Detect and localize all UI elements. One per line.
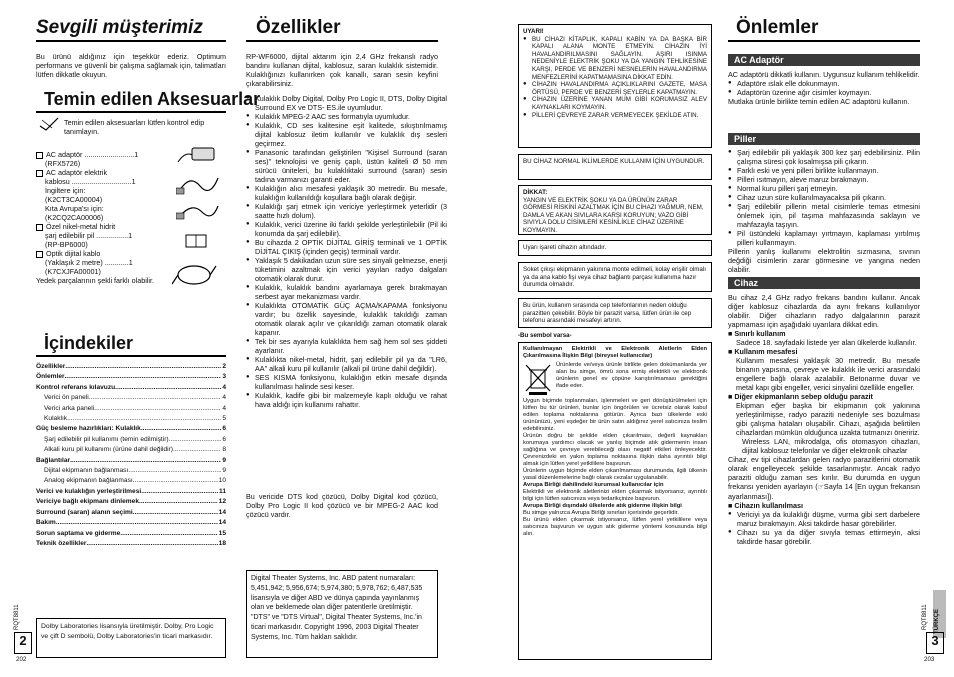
accessory-line: şarj edilebilir pil ................1	[45, 231, 133, 240]
toc-entry	[36, 414, 226, 424]
optical-cable-icon	[172, 262, 218, 288]
interference-devices: Wireless LAN, mikrodalga, ofis otomasyon cihazları, dijital kablosuz telefonlar ve diğer elektronik cihazlar	[742, 437, 920, 455]
features-intro: RP-WF6000, dijital aktarım için 2,4 GHz frekanslı radyo bandını kullanan dijital, kablosuz, saran kulaklık sistemidir. Kulaklığınızı kullanırken çok kanallı, saran sesin keyfini çıkarabilirsiniz.	[246, 52, 438, 88]
toc-entry-title: Analog ekipmanın bağlanması	[44, 477, 133, 485]
eu-p3: Ürünlerin uygun biçimde elden çıkarılmaması durumunda, ilgili ülkenin yasal düzenlemelerine bağlı olarak cezalar uygulanabilir.	[523, 468, 707, 481]
feature-item: ● Kulaklığı şarj etmek için vericiye yerleştirmek yeterlidir (3 saatte hızlı dolum).	[255, 202, 447, 220]
page-ref-icon: ☞	[817, 484, 824, 491]
toc-entry-title: Önlemler	[36, 373, 65, 381]
toc-entry-title: Sorun saptama ve giderme	[36, 529, 121, 537]
toc-entry-title: Vericiye bağlı ekipmanı dinlemek	[36, 498, 139, 506]
eu-side: Ürünlerde ve/veya ürünle birlikte gelen dokümanlarda yer alan bu simge, ömrü sona ermiş elektrikli ve elektronik ürünlerin genel ev çöpüne karıştırılmaması gerektiğini ifade eder.	[556, 362, 707, 389]
toc-entry-page: 9	[222, 456, 226, 464]
dolby-notice	[36, 618, 226, 658]
feature-item: ● Kulaklık, verici üzerine iki farklı şekilde yerleştirilebilir (Pil iki konumda da şarj edilebilir).	[255, 220, 447, 238]
toc-entry	[36, 497, 226, 507]
pen-check-icon	[38, 116, 60, 132]
battery-item: ● Normal kuru pilleri şarj etmeyin.	[737, 184, 920, 193]
ac-list	[728, 79, 920, 97]
accessories-list	[36, 150, 176, 285]
warning-4-text: Uyarı işareti cihazın altındadır.	[523, 244, 607, 251]
interference-text: Ekipman eğer başka bir ekipmanın çok yakınına yerleştirilmişse, radyo paraziti nedeniyle ses bozulması gibi çalışma hataları oluşabilir. Cihazı, aşağıda belirtilen cihazlardan mümkün olduğunca uzakta tutmanızı öneririz.	[736, 401, 920, 437]
handling-item: ● Cihazı su ya da diğer sıvıyla temas ettirmeyin, aksi takdirde hasar görebilir.	[737, 528, 920, 546]
battery-icon	[184, 232, 208, 250]
toc-entry	[36, 518, 226, 528]
warning-5-text: Soket çıkışı ekipmanın yakınına monte edilmeli, kolay erişilir olmalı ya da ana kablo fişi veya cihaz bağlantı parçası kullanıma hazır durumda olmalıdır.	[523, 266, 706, 289]
accessory-line: AC adaptör elektrik	[36, 168, 176, 177]
eu-p2: Ürünün doğru bir şekilde elden çıkarılması, değerli kaynakları korumaya yardımcı olacak ve yanlış biçimde atık gidermenin insan sağlığına ve çevreye verebileceği olası negatif etkileri önleyecektir. Çevrenizdeki en yakın toplama noktasına ilişkin daha ayrıntılı bilgi almak için lütfen yerel yetkililere başvurun.	[523, 433, 707, 467]
toc-entry-title: Verici ön paneli	[44, 394, 89, 402]
toc-entry-page: 3	[222, 373, 226, 381]
warning-3-text: YANGIN VE ELEKTRİK ŞOKU YA DA ÜRÜNÜN ZARAR GÖRMESİ RİSKİNİ AZALTMAK İÇİN BU CİHAZI YAĞMUR, NEM, DAMLA VE AKAN SIVILARA KARŞI KORUYUN; VAZO GİBİ SIVIYLA DOLU CİSİMLERİ KESİNLİKLE CİHAZ ÜZERİNE KOYMAYIN.	[523, 196, 704, 234]
toc-entry-page: 5	[222, 415, 226, 423]
toc-entry-title: Özellikler	[36, 363, 66, 370]
warning-1-item: ● BU CİHAZI KİTAPLIK, KAPALI KABİN YA DA BAŞKA BİR KAPALI ALANA MONTE ETMEYİN. CİHAZIN İYİ HAVALANDIRILMASINI SAĞLAYIN. AŞIRI ISINMA NEDENİYLE ELEKTRİK ŞOKU YA DA YANGIN TEHLİKESİNE KARŞI, PERDE VE BENZERİ NESNELERİN HAVALANDIRMA MENFEZLERİNİ KAPATMAMASINA DİKKAT EDİN.	[532, 36, 707, 82]
warning-box-5	[518, 262, 712, 292]
toc-dots	[89, 393, 222, 403]
toc-entry-title: Şarj edilebilir pil kullanımı (temin edilmiştir)	[44, 435, 169, 443]
toc-entry-page: 12	[218, 498, 226, 506]
accessory-line: Özel nikel-metal hidrit	[36, 222, 176, 231]
toc-dots	[70, 456, 221, 466]
toc-entry-title: Dijital ekipmanın bağlanması	[44, 467, 129, 475]
features-list	[246, 94, 447, 409]
toc-entry-title: Bağlantılar	[36, 456, 71, 464]
device-section	[728, 293, 920, 546]
dolby-text: Dolby Laboratories lisansıyla üretilmiştir. Dolby, Pro Logic ve çift D sembolü, Dolby Laboratories'in ticari markasıdır.	[41, 623, 214, 640]
features-title: Özellikler	[256, 17, 341, 38]
toc-dots	[141, 424, 222, 434]
toc-dots	[169, 435, 222, 445]
warning-box-2	[518, 154, 712, 180]
accessory-line: (K2CQ2CA00006)	[45, 213, 104, 222]
toc-title: İçindekiler	[44, 333, 134, 353]
toc-entry	[36, 456, 226, 466]
handling-head: ■ Cihazın kullanılması	[728, 501, 804, 510]
toc-entry	[36, 372, 226, 382]
toc-entry-page: 4	[222, 394, 226, 402]
warning-box-6	[518, 298, 712, 328]
precautions-title: Önlemler	[736, 17, 819, 38]
ac-adaptor-section	[728, 70, 920, 106]
accessory-line: (RP-BP6000)	[45, 240, 88, 249]
accessory-line: Optik dijital kablo	[36, 249, 176, 258]
feature-item: ● Kulaklık, kadife gibi bir malzemeyle kaplı olduğu ve rahat hava aldığı için kullanımı rahattır.	[255, 391, 447, 409]
toc-entry-title: Kulaklık	[44, 415, 68, 423]
battery-item: ● Cihaz uzun süre kullanılmayacaksa pili çıkarın.	[737, 193, 920, 202]
toc-entry	[36, 435, 226, 445]
checkbox-icon	[36, 152, 43, 159]
toc-entry	[36, 362, 226, 372]
features-rule	[246, 40, 438, 42]
feature-item: ● Kulaklık, kulaklık bandını ayarlamaya gerek bırakmayan serbest ayar mekanizması vardır.	[255, 283, 447, 301]
dts-text: Digital Theater Systems, Inc. ABD patent numaraları: 5,451,942; 5,956,674; 5,974,380; 5,978,762; 6,487,535 lisansıyla ve diğer ABD ve dünya çapında yayınlanmış olan ve beklemede olan diğer patentlerle üretilmiştir. "DTS" ve "DTS Virtual", Digital Theater Systems, Inc.'in ticari markasıdır. Copyright 1996, 2003 Digital Theater Systems, Inc. Tüm hakları saklıdır.	[251, 575, 423, 641]
toc-dots	[115, 383, 221, 393]
device-intro: Bu cihaz 2,4 GHz radyo frekans bandını kullanır. Ancak diğer kablosuz cihazlarda da aynı frekans kullanılıyor olabilir. Diğer cihazların radyo dalgalarının parazit yapmaması için aşağıdaki uyarılara dikkat edin.	[728, 293, 920, 329]
range-head: ■ Kullanım mesafesi	[728, 347, 798, 356]
battery-item: ● Pilleri ısıtmayın, aleve maruz bırakmayın.	[737, 175, 920, 184]
eu-p1: Uygun biçimde toplanmaları, işlenmeleri ve geri dönüştürülmeleri için lütfen bu tür ürünleri, bunlar için öngörülen ve ücretsiz olarak kabul edilen toplama noktalarına götürün. Ayrıca bazı ülkelerde eski ürününüzü, yeni eşdeğer bir ürün satın aldığınız yerel satıcınıza teslim edebilirsiniz.	[523, 398, 707, 432]
accessory-line: (Yaklaşık 2 metre) ............1	[45, 258, 133, 267]
battery-list	[728, 148, 920, 247]
warning-3-head: DİKKAT:	[523, 189, 548, 196]
toc-dots	[65, 362, 221, 372]
feature-item: ● Bu cihazda 2 OPTİK DİJİTAL GİRİŞ terminali ve 1 OPTİK DİJİTAL ÇIKIŞ (içinden geçiş) terminali vardır.	[255, 238, 447, 256]
rqt-code-left: RQT8811	[14, 604, 20, 630]
toc-rule	[36, 355, 226, 357]
accessory-line: Yedek parçalarının şekli farklı olabilir.	[36, 276, 154, 285]
toc-entry-page: 14	[218, 519, 226, 527]
toc-entry-page: 11	[219, 487, 226, 495]
toc-dots	[120, 529, 217, 539]
warning-1-item: ● PİLLERİ ÇEVREYE ZARAR VERMEYECEK ŞEKİLDE ATIN.	[532, 112, 707, 120]
toc-entry-page: 2	[222, 363, 226, 370]
eu-disposal-box	[518, 342, 712, 660]
ac-item: ● Adaptörün üzerine ağır cisimler koymayın.	[737, 88, 920, 97]
precautions-rule	[728, 40, 920, 42]
page-number-small-left: 202	[16, 656, 27, 663]
accessory-line: Kıta Avrupa'sı için:	[45, 204, 104, 213]
accessory-line: (K7CXJFA00001)	[45, 267, 101, 276]
toc-list	[36, 362, 226, 549]
language-label: TÜRKÇE	[934, 609, 940, 634]
warning-1-item: ● CİHAZIN HAVALANDIRMA AÇIKLIKLARINI GAZETE, MASA ÖRTÜSÜ, PERDE VE BENZERİ ŞEYLERLE KAPATMAYIN.	[532, 81, 707, 96]
toc-entry	[36, 383, 226, 393]
toc-entry-page: 6	[222, 425, 226, 433]
battery-item: ● Şarj edilebilir pillerin metal cisimlerle temas etmesini önlemek için, pil taşıma mahfazasında saklayın ve mahfazayla taşıyın.	[737, 202, 920, 229]
warning-2-text: BU CİHAZ NORMAL İKLİMLERDE KULLANIM İÇİN UYGUNDUR.	[523, 158, 705, 165]
toc-entry-title: Surround (saran) alanın seçimi	[36, 508, 133, 516]
toc-dots	[173, 445, 221, 455]
interference-auto-text: Cihaz, ev tipi cihazlardan gelen radyo parazitlerini otomatik olarak engelleyecek şekilde tasarlanmıştır. Ancak radyo paraziti olduğu zaman ses kırılır. Bu durumda en uygun frekansı yeniden ayarlayın (	[728, 455, 920, 491]
feature-item: ● Kulaklığın alıcı mesafesi yaklaşık 30 metredir. Bu mesafe, kulaklığın kullanıldığı koşullara bağlı olarak değişir.	[255, 184, 447, 202]
toc-dots	[67, 414, 221, 424]
toc-dots	[65, 372, 222, 382]
battery-item: ● Şarj edilebilir pili yaklaşık 300 kez şarj edebilirsiniz. Pilin çalışma süresi çok kısalmışsa pili çıkarın.	[737, 148, 920, 166]
toc-entry-page: 18	[218, 539, 226, 547]
eu-p6: Bu ürünü elden çıkarmak istiyorsanız, lütfen yerel yetkililere veya satıcınıza başvurun ve uygun atık giderme yöntemi konusunda bilgi alın.	[523, 517, 707, 537]
interference-page-ref: Sayfa 14 [En uygun frekansın ayarlanması]).	[728, 482, 920, 501]
toc-entry-page: 4	[222, 404, 226, 412]
toc-entry-page: 6	[222, 435, 226, 443]
feature-item: ● Kulaklık Dolby Digital, Dolby Pro Logic II, DTS, Dolby Digital Surround EX ve DTS- ES.ile uyumludur.	[255, 94, 447, 112]
toc-entry-title: Bakım	[36, 519, 56, 527]
toc-entry-page: 15	[218, 529, 226, 537]
greeting-rule	[36, 40, 226, 42]
eu-p5: Bu simge yalnızca Avrupa Birliği sınırları içerisinde geçerlidir.	[523, 510, 679, 516]
toc-entry-page: 9	[222, 467, 226, 475]
eu-h2: Avrupa Birliği dahilindeki kurumsal kullanıcılar için	[523, 482, 664, 488]
page-number-left: 2	[19, 633, 27, 648]
toc-dots	[86, 539, 217, 549]
feature-item: ● Tek bir ses ayarıyla kulaklıkta hem sağ hem sol ses şiddeti ayarlanır.	[255, 337, 447, 355]
feature-item: ● Panasonic tarafından geliştirilen "Kişisel Surround (saran ses)" teknolojisi ve geniş çaplı, üstün kaliteli Ø 50 mm sürücü üniteleri, bu kulaklıktaki surround (saran) sesin tadına varmanızı garanti eder.	[255, 148, 447, 184]
battery-item: ● Pil üstündeki kaplamayı yırtmayın, kaplaması yırtılmış pilleri kullanmayın.	[737, 229, 920, 247]
accessory-line: (K2CT3CA00004)	[45, 195, 103, 204]
page-number-box-right	[926, 632, 944, 654]
checkbox-icon	[36, 170, 43, 177]
ac-adaptor-icon	[176, 144, 218, 166]
limited-use-text: Sadece 18. sayfadaki listede yer alan ülkelerde kullanılır.	[736, 338, 917, 347]
handling-list	[728, 510, 920, 546]
checkbox-icon	[36, 224, 43, 231]
toc-entry	[36, 424, 226, 434]
toc-entry-title: Güç besleme hazırlıkları: Kulaklık	[36, 425, 141, 433]
toc-entry	[36, 404, 226, 414]
ac-intro: AC adaptörü dikkatli kullanın. Uygunsuz kullanım tehlikelidir.	[728, 70, 920, 79]
toc-entry	[36, 476, 226, 486]
warning-6-text: Bu ürün, kullanım sırasında cep telefonlarının neden olduğu parazitten çekebilir. Böyle bir parazit varsa, lütfen ürün ile cep telefonu arasındaki mesafeyi artırın.	[523, 302, 692, 325]
greeting-intro: Bu ürünü aldığınız için teşekkür ederiz. Optimum performans ve güvenli bir çalışma sağlamak için, talimatları lütfen dikkatle okuyun.	[36, 52, 226, 79]
warning-box-1	[518, 24, 712, 148]
toc-entry-page: 10	[218, 477, 226, 485]
page-number-right: 3	[931, 633, 939, 648]
features-tail: Bu vericide DTS kod çözücü, Dolby Digital kod çözücü, Dolby Pro Logic II kod çözücü ve bir MPEG-2 AAC kod çözücü vardır.	[246, 492, 438, 519]
eu-h3: Avrupa Birliği dışındaki ülkelerde atık giderme ilişkin bilgi	[523, 503, 682, 509]
page-number-box-left	[14, 632, 32, 654]
toc-dots	[94, 404, 221, 414]
toc-entry	[36, 539, 226, 549]
feature-item: ● Kulaklık, CD ses kalitesine eşit kalitede, sıkıştırılmamış dijital kablosuz iletim kullanılır ve kulaklık dış sesleri geçirmez.	[255, 121, 447, 148]
crossed-bin-icon	[523, 362, 553, 396]
rqt-code-right: RQT8811	[922, 604, 928, 630]
toc-entry	[36, 508, 226, 518]
eu-symbol-label: -Bu sembol varsa-	[518, 332, 572, 339]
toc-dots	[133, 508, 218, 518]
accessories-title: Temin edilen Aksesuarlar	[44, 89, 261, 109]
interference-head: ■ Diğer ekipmanların sebep olduğu parazit	[728, 392, 873, 401]
checkbox-icon	[36, 251, 43, 258]
toc-entry-title: Alkali kuru pil kullanımı (ürüne dahil değildir)	[44, 446, 174, 454]
device-header: Cihaz	[728, 277, 920, 289]
eu-head: Kullanılmayan Elektrikli ve Elektronik Aletlerin Elden Çıkarılmasına İlişkin Bilgi (bireysel kullanıcılar)	[523, 346, 707, 359]
toc-dots	[56, 518, 218, 528]
cord-variant-icon	[176, 200, 220, 222]
feature-item: ● Kulaklıkta OTOMATİK GÜÇ AÇMA/KAPAMA fonksiyonu vardır; bu özellik sayesinde, kulaklık takıldığı zaman otomatik olarak açılır ve çıkarıldığı zaman otomatik olarak kapanır.	[255, 301, 447, 337]
eu-side-row	[523, 362, 707, 396]
toc-entry-title: Kontrol referans kılavuzu	[36, 383, 116, 391]
accessory-line: kablosu ..............................1	[45, 177, 136, 186]
accessory-line: (RFX5726)	[45, 159, 81, 168]
ac-item: ● Adaptöre ıslak elle dokunmayın.	[737, 79, 920, 88]
toc-dots	[141, 487, 218, 497]
warning-1-list	[523, 36, 707, 120]
toc-dots	[133, 476, 218, 486]
accessory-line: AC adaptör .........................1	[36, 150, 176, 159]
greeting-title: Sevgili müşterimiz	[36, 17, 203, 38]
toc-dots	[139, 497, 218, 507]
toc-entry-title: Teknik özellikler	[36, 539, 87, 547]
toc-entry-page: 4	[222, 383, 226, 391]
power-cord-icon	[176, 170, 220, 196]
toc-entry	[36, 393, 226, 403]
toc-entry	[36, 529, 226, 539]
feature-item: ● Yaklaşık 5 dakikadan uzun süre ses sinyali gelmezse, enerji tüketimini azaltmak için verici yayılan radyo dalgaları otomatik olarak durur.	[255, 256, 447, 283]
battery-section	[728, 148, 920, 274]
accessories-note: Temin edilen aksesuarları lütfen kontrol edip tanımlayın.	[64, 118, 205, 136]
interference-auto	[728, 455, 920, 501]
toc-entry	[36, 466, 226, 476]
warning-box-4	[518, 240, 712, 256]
eu-p4: Elektrikli ve elektronik aletlerinizi elden çıkarmak istiyorsanız, ayrıntılı bilgi için lütfen satıcınıza veya tedarikçinize başvurun.	[523, 489, 707, 502]
dts-notice	[246, 570, 438, 658]
limited-use-head: ■ Sınırlı kullanım	[728, 329, 786, 338]
toc-entry-title: Verici arka paneli	[44, 404, 95, 412]
ac-adaptor-header: AC Adaptör	[728, 54, 920, 66]
feature-item: ● Kulaklıkta nikel-metal, hidrit, şarj edilebilir pil ya da "LR6, AA" alkali kuru pil kullanılır (alkali pil ürüne dahil değildir).	[255, 355, 447, 373]
range-text: Kullanım mesafesi yaklaşık 30 metredir. Bu mesafe binanın yapısına, çevreye ve kulaklık ile verici arasındaki engellere bağlı olarak azalabilir. Betonarme duvar ve metal kapı gibi engeller, verici sinyalini özellikle engeller.	[736, 356, 920, 392]
toc-entry	[36, 487, 226, 497]
battery-tail: Pillerin yanlış kullanımı elektrolitin sızmasına, sıvının değdiği cisimlerin zarar görmesine ve yangına neden olabilir.	[728, 247, 920, 274]
feature-item: ● SES KISMA fonksiyonu, kulaklığın etkin mesafe dışında kullanılması halinde sesi keser.	[255, 373, 447, 391]
toc-dots	[128, 466, 221, 476]
ac-tail: Mutlaka ürünle birlikte temin edilen AC adaptörü kullanın.	[728, 97, 910, 106]
battery-item: ● Farklı eski ve yeni pilleri birlikte kullanmayın.	[737, 166, 920, 175]
warning-1-head: UYARI!	[523, 28, 544, 35]
battery-header: Piller	[728, 133, 920, 145]
handling-item: ● Vericiyi ya da kulaklığı düşme, vurma gibi sert darbelere maruz bırakmayın. Aksi takdirde hasar görebilirler.	[737, 510, 920, 528]
language-tab	[933, 590, 946, 638]
toc-entry	[36, 445, 226, 455]
warning-1-item: ● CİHAZIN ÜZERİNE YANAN MUM GİBİ KORUMASIZ ALEV KAYNAKLARI KOYMAYIN.	[532, 96, 707, 111]
warning-box-3	[518, 185, 712, 235]
toc-entry-page: 8	[222, 446, 226, 454]
accessories-rule	[36, 111, 226, 113]
page-number-small-right: 203	[924, 656, 935, 663]
accessory-line: İngiltere için:	[45, 186, 86, 195]
feature-item: ● Kulaklık MPEG-2 AAC ses formatıyla uyumludur.	[255, 112, 447, 121]
toc-entry-page: 14	[218, 508, 226, 516]
toc-entry-title: Verici ve kulaklığın yerleştirilmesi	[36, 487, 142, 495]
